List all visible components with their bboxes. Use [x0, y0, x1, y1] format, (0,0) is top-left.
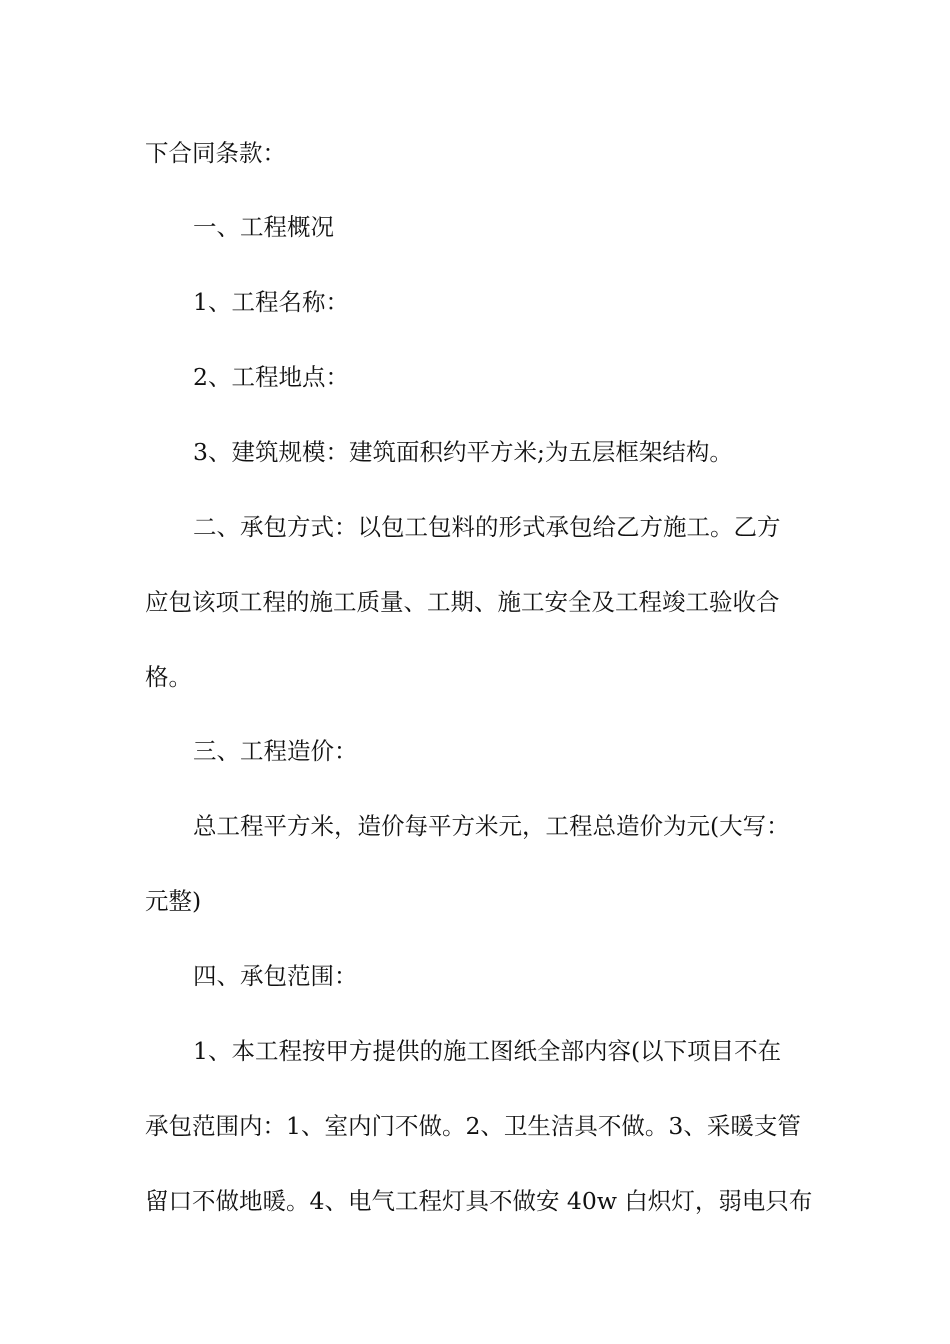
- contract-scope-line-2: 承包范围内：1、室内门不做。2、卫生洁具不做。3、采暖支管: [145, 1112, 801, 1140]
- item-building-scale: 3、建筑规模：建筑面积约平方米;为五层框架结构。: [193, 438, 733, 466]
- section-heading-project-cost: 三、工程造价：: [193, 737, 358, 765]
- section-heading-project-overview: 一、工程概况: [193, 213, 334, 241]
- section-heading-contract-scope: 四、承包范围：: [193, 962, 358, 990]
- item-project-name: 1、工程名称：: [193, 288, 349, 316]
- text-line-contract-terms: 下合同条款：: [145, 139, 286, 167]
- project-cost-line-2: 元整): [145, 887, 202, 915]
- project-cost-line-1: 总工程平方米，造价每平方米元，工程总造价为元(大写：: [193, 812, 790, 840]
- section-contract-method-line-3: 格。: [145, 663, 192, 691]
- contract-scope-line-1: 1、本工程按甲方提供的施工图纸全部内容(以下项目不在: [193, 1037, 782, 1065]
- section-contract-method-line-2: 应包该项工程的施工质量、工期、施工安全及工程竣工验收合: [145, 588, 780, 616]
- item-project-location: 2、工程地点：: [193, 363, 349, 391]
- contract-scope-line-3: 留口不做地暖。4、电气工程灯具不做安 40w 白炽灯，弱电只布: [145, 1187, 813, 1215]
- section-contract-method-line-1: 二、承包方式：以包工包料的形式承包给乙方施工。乙方: [193, 513, 781, 541]
